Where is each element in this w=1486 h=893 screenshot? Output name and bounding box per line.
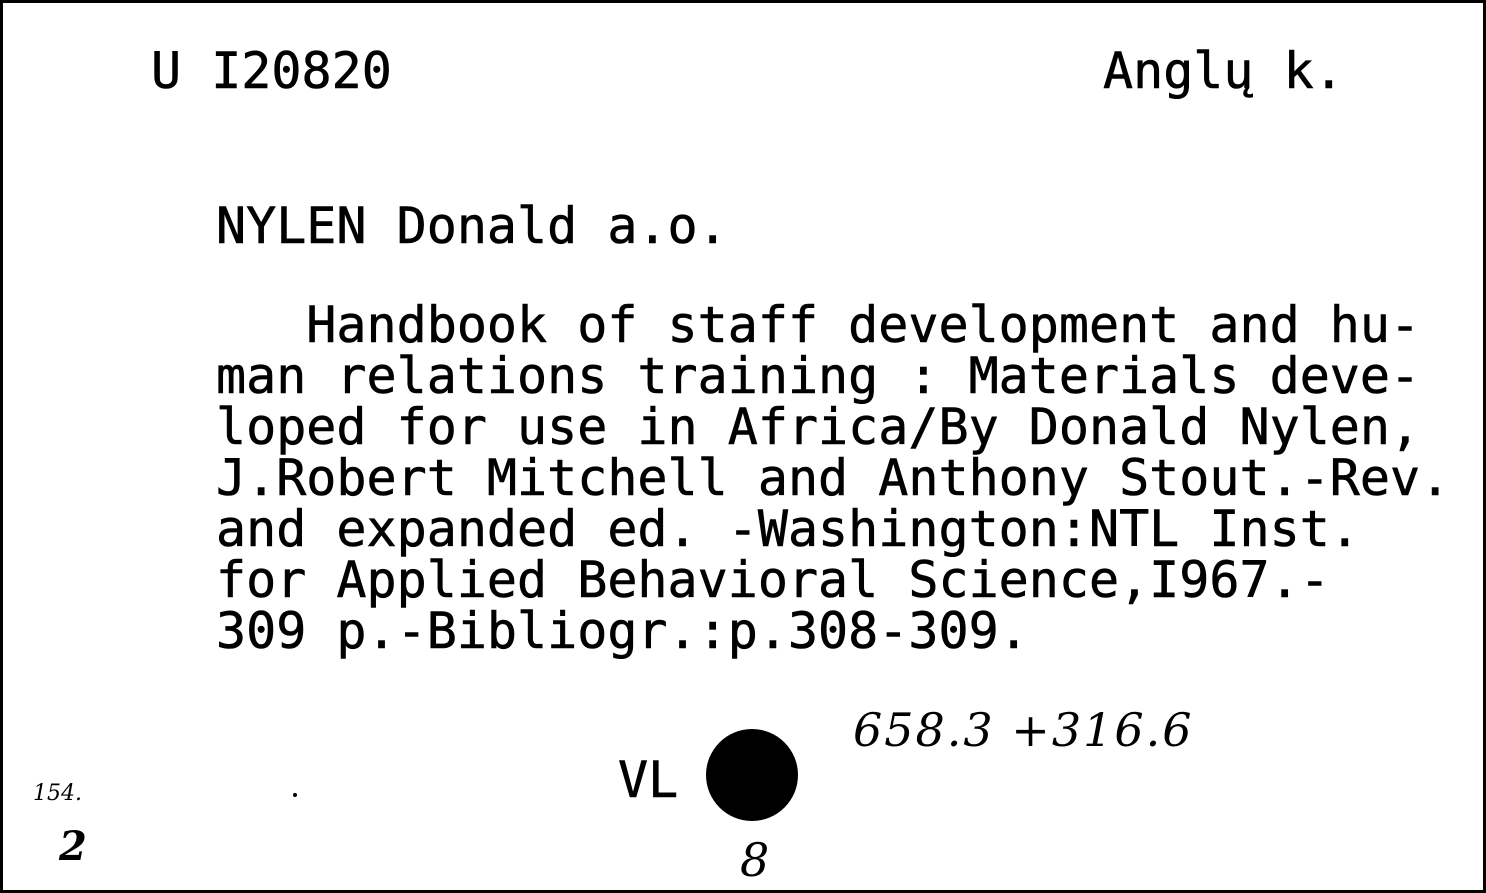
handwritten-note-top: 154. [33, 781, 82, 806]
description-line: man relations training : Materials deve- [216, 347, 1421, 405]
description-line: J.Robert Mitchell and Anthony Stout.-Rev. [216, 449, 1451, 507]
description-line: 309 p.-Bibliogr.:p.308-309. [216, 602, 1029, 660]
description-line: and expanded ed. -Washington:NTL Inst. [216, 500, 1360, 558]
author-heading: NYLEN Donald a.o. [216, 197, 728, 255]
ink-speck [293, 793, 297, 797]
call-number: U I20820 [151, 42, 392, 100]
language-label: Anglų k. [1103, 42, 1344, 100]
location-code: VL [618, 751, 679, 809]
description-line: loped for use in Africa/By Donald Nylen, [216, 398, 1421, 456]
handwritten-note-bottom: 2 [59, 823, 87, 870]
description-line: Handbook of staff development and hu- [216, 296, 1421, 354]
handwritten-copies: 8 [740, 833, 770, 887]
handwritten-classification: 658.3 +316.6 [853, 703, 1194, 757]
location-dot-marker [706, 729, 798, 821]
description-line: for Applied Behavioral Science,I967.- [216, 551, 1330, 609]
